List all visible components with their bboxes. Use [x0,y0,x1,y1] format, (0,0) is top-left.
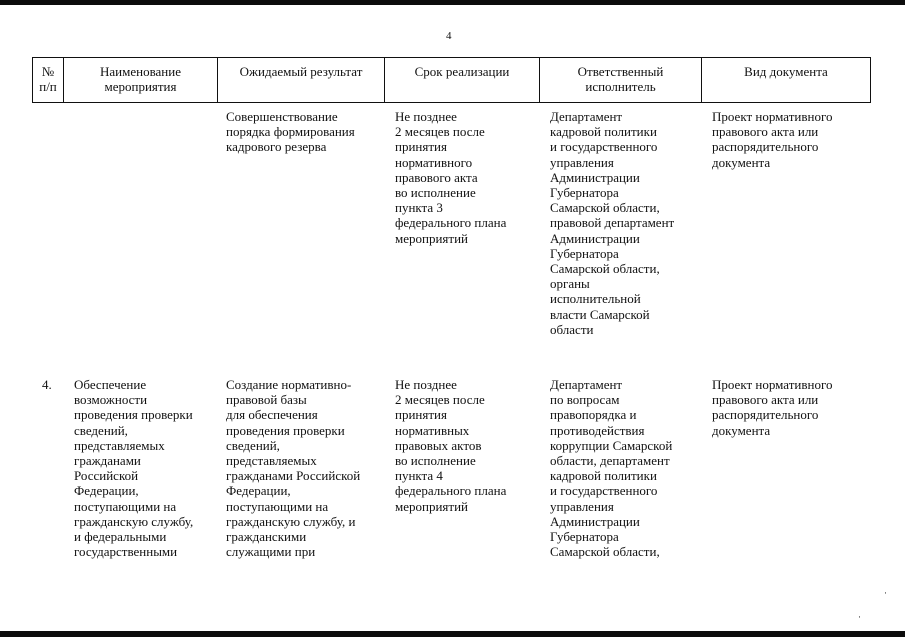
text-line: Губернатора [550,529,619,545]
text-line: Вид документа [744,64,828,79]
header-num [33,58,64,102]
text-line: Федерации, [74,483,139,499]
text-line: федерального плана [395,483,507,499]
text-line: мероприятий [395,230,468,246]
cont-executor [550,109,674,337]
text-line: сведений, [74,422,128,438]
text-line: поступающими на [226,498,329,514]
scan-speck: · [858,612,861,622]
text-line: правовых актов [395,437,482,453]
text-line: и федеральными [74,529,167,545]
text-line: Ожидаемый результат [239,64,363,79]
text-line: гражданскую службу, и [226,513,356,529]
row4-doctype [712,377,832,438]
text-line: сведений, [226,437,280,453]
text-line: Администрации [550,513,640,529]
text-line: федерального плана [395,215,507,231]
text-line: принятия [395,407,447,423]
text-line: Не позднее [395,377,457,392]
text-line: и государственного [550,483,658,499]
text-line: порядка формирования [226,124,355,140]
text-line: Проект нормативного [712,377,833,392]
text-line: по вопросам [550,392,620,408]
text-line: Обеспечение [74,377,147,392]
text-line: Администрации [550,169,640,185]
text-line: кадровой политики [550,468,657,484]
text-line: Федерации, [226,483,291,499]
text-line: п/п [39,79,57,94]
text-line: правового акта или [712,124,819,140]
page-number: 4 [446,30,452,42]
text-line: правовой базы [226,392,307,408]
text-line: Самарской области, [550,261,660,277]
text-line: документа [712,154,771,170]
text-line: 2 месяцев после [395,124,485,140]
text-line: исполнитель [585,79,656,94]
text-line: правовой департамент [550,215,675,231]
text-line: Губернатора [550,185,619,201]
row4-name [74,377,193,559]
text-line: мероприятий [395,498,468,514]
top-scan-edge [0,0,905,5]
text-line: гражданскую службу, [74,513,194,529]
text-line: кадрового резерва [226,139,327,155]
text-line: пункта 3 [395,200,443,216]
text-line: Департамент [550,377,623,392]
cont-result [226,109,355,155]
text-line: правового акта или [712,392,819,408]
text-line: Администрации [550,230,640,246]
table-header [32,57,871,103]
text-line: нормативных [395,422,470,438]
bottom-scan-edge [0,631,905,637]
text-line: во исполнение [395,453,476,469]
text-line: № [41,64,55,79]
text-line: и государственного [550,139,658,155]
header-result [218,58,385,102]
row4-term [395,377,506,514]
cont-doctype [712,109,832,170]
row4-num: 4. [42,377,52,392]
text-line: Не позднее [395,109,457,124]
cont-term [395,109,506,246]
text-line: органы [550,276,590,292]
header-term [385,58,540,102]
text-line: представляемых [226,453,317,469]
text-line: нормативного [395,154,473,170]
text-line: исполнительной [550,291,641,307]
text-line: Российской [74,468,139,484]
text-line: гражданами Российской [226,468,361,484]
text-line: государственными [74,544,178,560]
scan-speck: · [884,588,887,598]
text-line: области [550,321,594,337]
text-line: служащими при [226,544,316,560]
text-line: Губернатора [550,245,619,261]
row4-executor [550,377,672,559]
text-line: для обеспечения [226,407,318,423]
text-line: Наименование [100,64,181,79]
text-line: Департамент [550,109,623,124]
text-line: Создание нормативно- [226,377,352,392]
text-line: гражданскими [226,529,307,545]
text-line: управления [550,498,614,514]
text-line: документа [712,422,771,438]
text-line: проведения проверки [226,422,345,438]
text-line: Срок реализации [414,64,510,79]
header-executor [540,58,702,102]
text-line: поступающими на [74,498,177,514]
text-line: противодействия [550,422,645,438]
text-line: Самарской области, [550,200,660,216]
text-line: Самарской области, [550,544,660,560]
text-line: власти Самарской [550,306,650,322]
text-line: проведения проверки [74,407,193,423]
text-line: принятия [395,139,447,155]
text-line: области, департамент [550,453,670,469]
text-line: Совершенствование [226,109,338,124]
row4-result [226,377,360,559]
text-line: управления [550,154,614,170]
text-line: Проект нормативного [712,109,833,124]
text-line: гражданами [74,453,141,469]
header-doctype [702,58,870,102]
text-line: возможности [74,392,148,408]
text-line: мероприятия [104,79,177,94]
text-line: распорядительного [712,407,819,423]
text-line: во исполнение [395,185,476,201]
text-line: правового акта [395,169,478,185]
text-line: Ответственный [577,64,664,79]
text-line: пункта 4 [395,468,443,484]
text-line: представляемых [74,437,165,453]
text-line: коррупции Самарской [550,437,673,453]
text-line: 2 месяцев после [395,392,485,408]
text-line: правопорядка и [550,407,637,423]
header-name [64,58,218,102]
text-line: распорядительного [712,139,819,155]
text-line: кадровой политики [550,124,657,140]
